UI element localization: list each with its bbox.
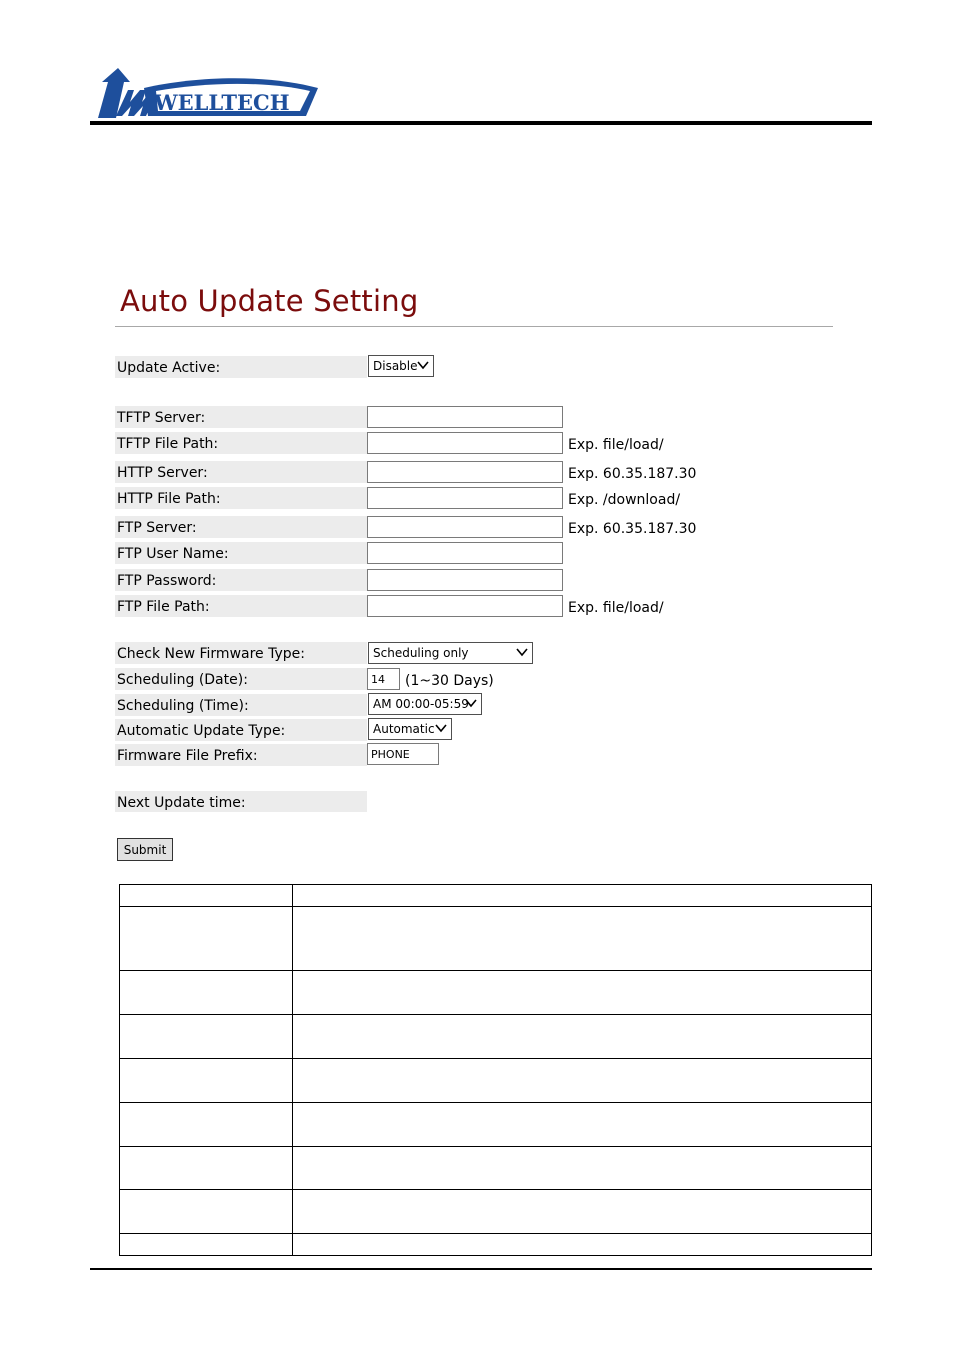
- chevron-down-icon: [464, 696, 478, 710]
- http-server-input[interactable]: [367, 461, 563, 483]
- ftp-password-label: FTP Password:: [115, 569, 367, 591]
- check-firmware-type-label: Check New Firmware Type:: [115, 642, 367, 664]
- table-row: [120, 1015, 872, 1059]
- table-cell: [120, 1146, 293, 1189]
- update-active-select[interactable]: [368, 355, 434, 377]
- table-header-row: [120, 885, 872, 907]
- ftp-user-name-label: FTP User Name:: [115, 542, 367, 564]
- firmware-file-prefix-input[interactable]: [367, 743, 439, 765]
- ftp-user-name-input[interactable]: [367, 542, 563, 564]
- check-firmware-type-select[interactable]: [368, 642, 533, 664]
- scheduling-time-select[interactable]: [368, 693, 482, 715]
- chevron-down-icon: [515, 645, 529, 659]
- scheduling-date-input[interactable]: [367, 668, 400, 690]
- table-cell: [120, 1189, 293, 1233]
- scheduling-time-value: AM 00:00-05:59: [373, 697, 469, 711]
- table-cell: [120, 907, 293, 971]
- http-file-path-label: HTTP File Path:: [115, 487, 367, 509]
- next-update-time-label: Next Update time:: [115, 791, 367, 812]
- automatic-update-type-value: Automatic: [373, 722, 435, 736]
- tftp-file-path-input[interactable]: [367, 432, 563, 454]
- table-cell: [293, 971, 872, 1015]
- tftp-file-path-hint: Exp. file/load/: [568, 437, 664, 453]
- table-cell: [293, 1233, 872, 1255]
- automatic-update-type-select[interactable]: [368, 718, 452, 740]
- scheduling-date-label: Scheduling (Date):: [115, 668, 367, 690]
- ftp-server-label: FTP Server:: [115, 516, 367, 538]
- table-cell: [120, 885, 293, 907]
- table-row: [120, 1102, 872, 1146]
- ftp-server-input[interactable]: [367, 516, 563, 538]
- page-title: Auto Update Setting: [120, 284, 419, 318]
- http-file-path-input[interactable]: [367, 487, 563, 509]
- table-cell: [293, 907, 872, 971]
- table-row: [120, 1059, 872, 1102]
- ftp-password-input[interactable]: [367, 569, 563, 591]
- footer-rule: [90, 1268, 872, 1270]
- logo-wordmark: WELLTECH: [154, 90, 290, 115]
- table-cell: [293, 1059, 872, 1102]
- table-row: [120, 971, 872, 1015]
- table-row: [120, 1146, 872, 1189]
- table-cell: [120, 1233, 293, 1255]
- tftp-server-input[interactable]: [367, 406, 563, 428]
- submit-button[interactable]: Submit: [117, 838, 173, 861]
- firmware-file-prefix-label: Firmware File Prefix:: [115, 744, 367, 766]
- ftp-file-path-input[interactable]: [367, 595, 563, 617]
- table-cell: [120, 1059, 293, 1102]
- header-rule: [90, 121, 872, 125]
- http-server-label: HTTP Server:: [115, 461, 367, 483]
- ftp-file-path-hint: Exp. file/load/: [568, 600, 664, 616]
- http-server-hint: Exp. 60.35.187.30: [568, 466, 697, 482]
- table-row: [120, 907, 872, 971]
- scheduling-time-label: Scheduling (Time):: [115, 694, 367, 716]
- tftp-file-path-label: TFTP File Path:: [115, 432, 367, 454]
- automatic-update-type-label: Automatic Update Type:: [115, 719, 367, 741]
- table-row: [120, 1189, 872, 1233]
- table-cell: [293, 1189, 872, 1233]
- table-cell: [293, 885, 872, 907]
- check-firmware-type-value: Scheduling only: [373, 646, 469, 660]
- update-active-value: Disable: [373, 359, 418, 373]
- table-cell: [120, 1102, 293, 1146]
- table-cell: [293, 1015, 872, 1059]
- table-cell: [293, 1102, 872, 1146]
- table-cell: [120, 971, 293, 1015]
- table-cell: [120, 1015, 293, 1059]
- http-file-path-hint: Exp. /download/: [568, 492, 681, 508]
- tftp-server-label: TFTP Server:: [115, 406, 367, 428]
- title-divider: [115, 326, 833, 327]
- welltech-logo: [96, 68, 320, 122]
- ftp-server-hint: Exp. 60.35.187.30: [568, 521, 697, 537]
- table-row: [120, 1233, 872, 1255]
- table-cell: [293, 1146, 872, 1189]
- ftp-file-path-label: FTP File Path:: [115, 595, 367, 617]
- description-table: [119, 884, 872, 1256]
- scheduling-date-hint: (1~30 Days): [405, 673, 494, 689]
- chevron-down-icon: [434, 721, 448, 735]
- chevron-down-icon: [416, 358, 430, 372]
- update-active-label: Update Active:: [115, 356, 367, 378]
